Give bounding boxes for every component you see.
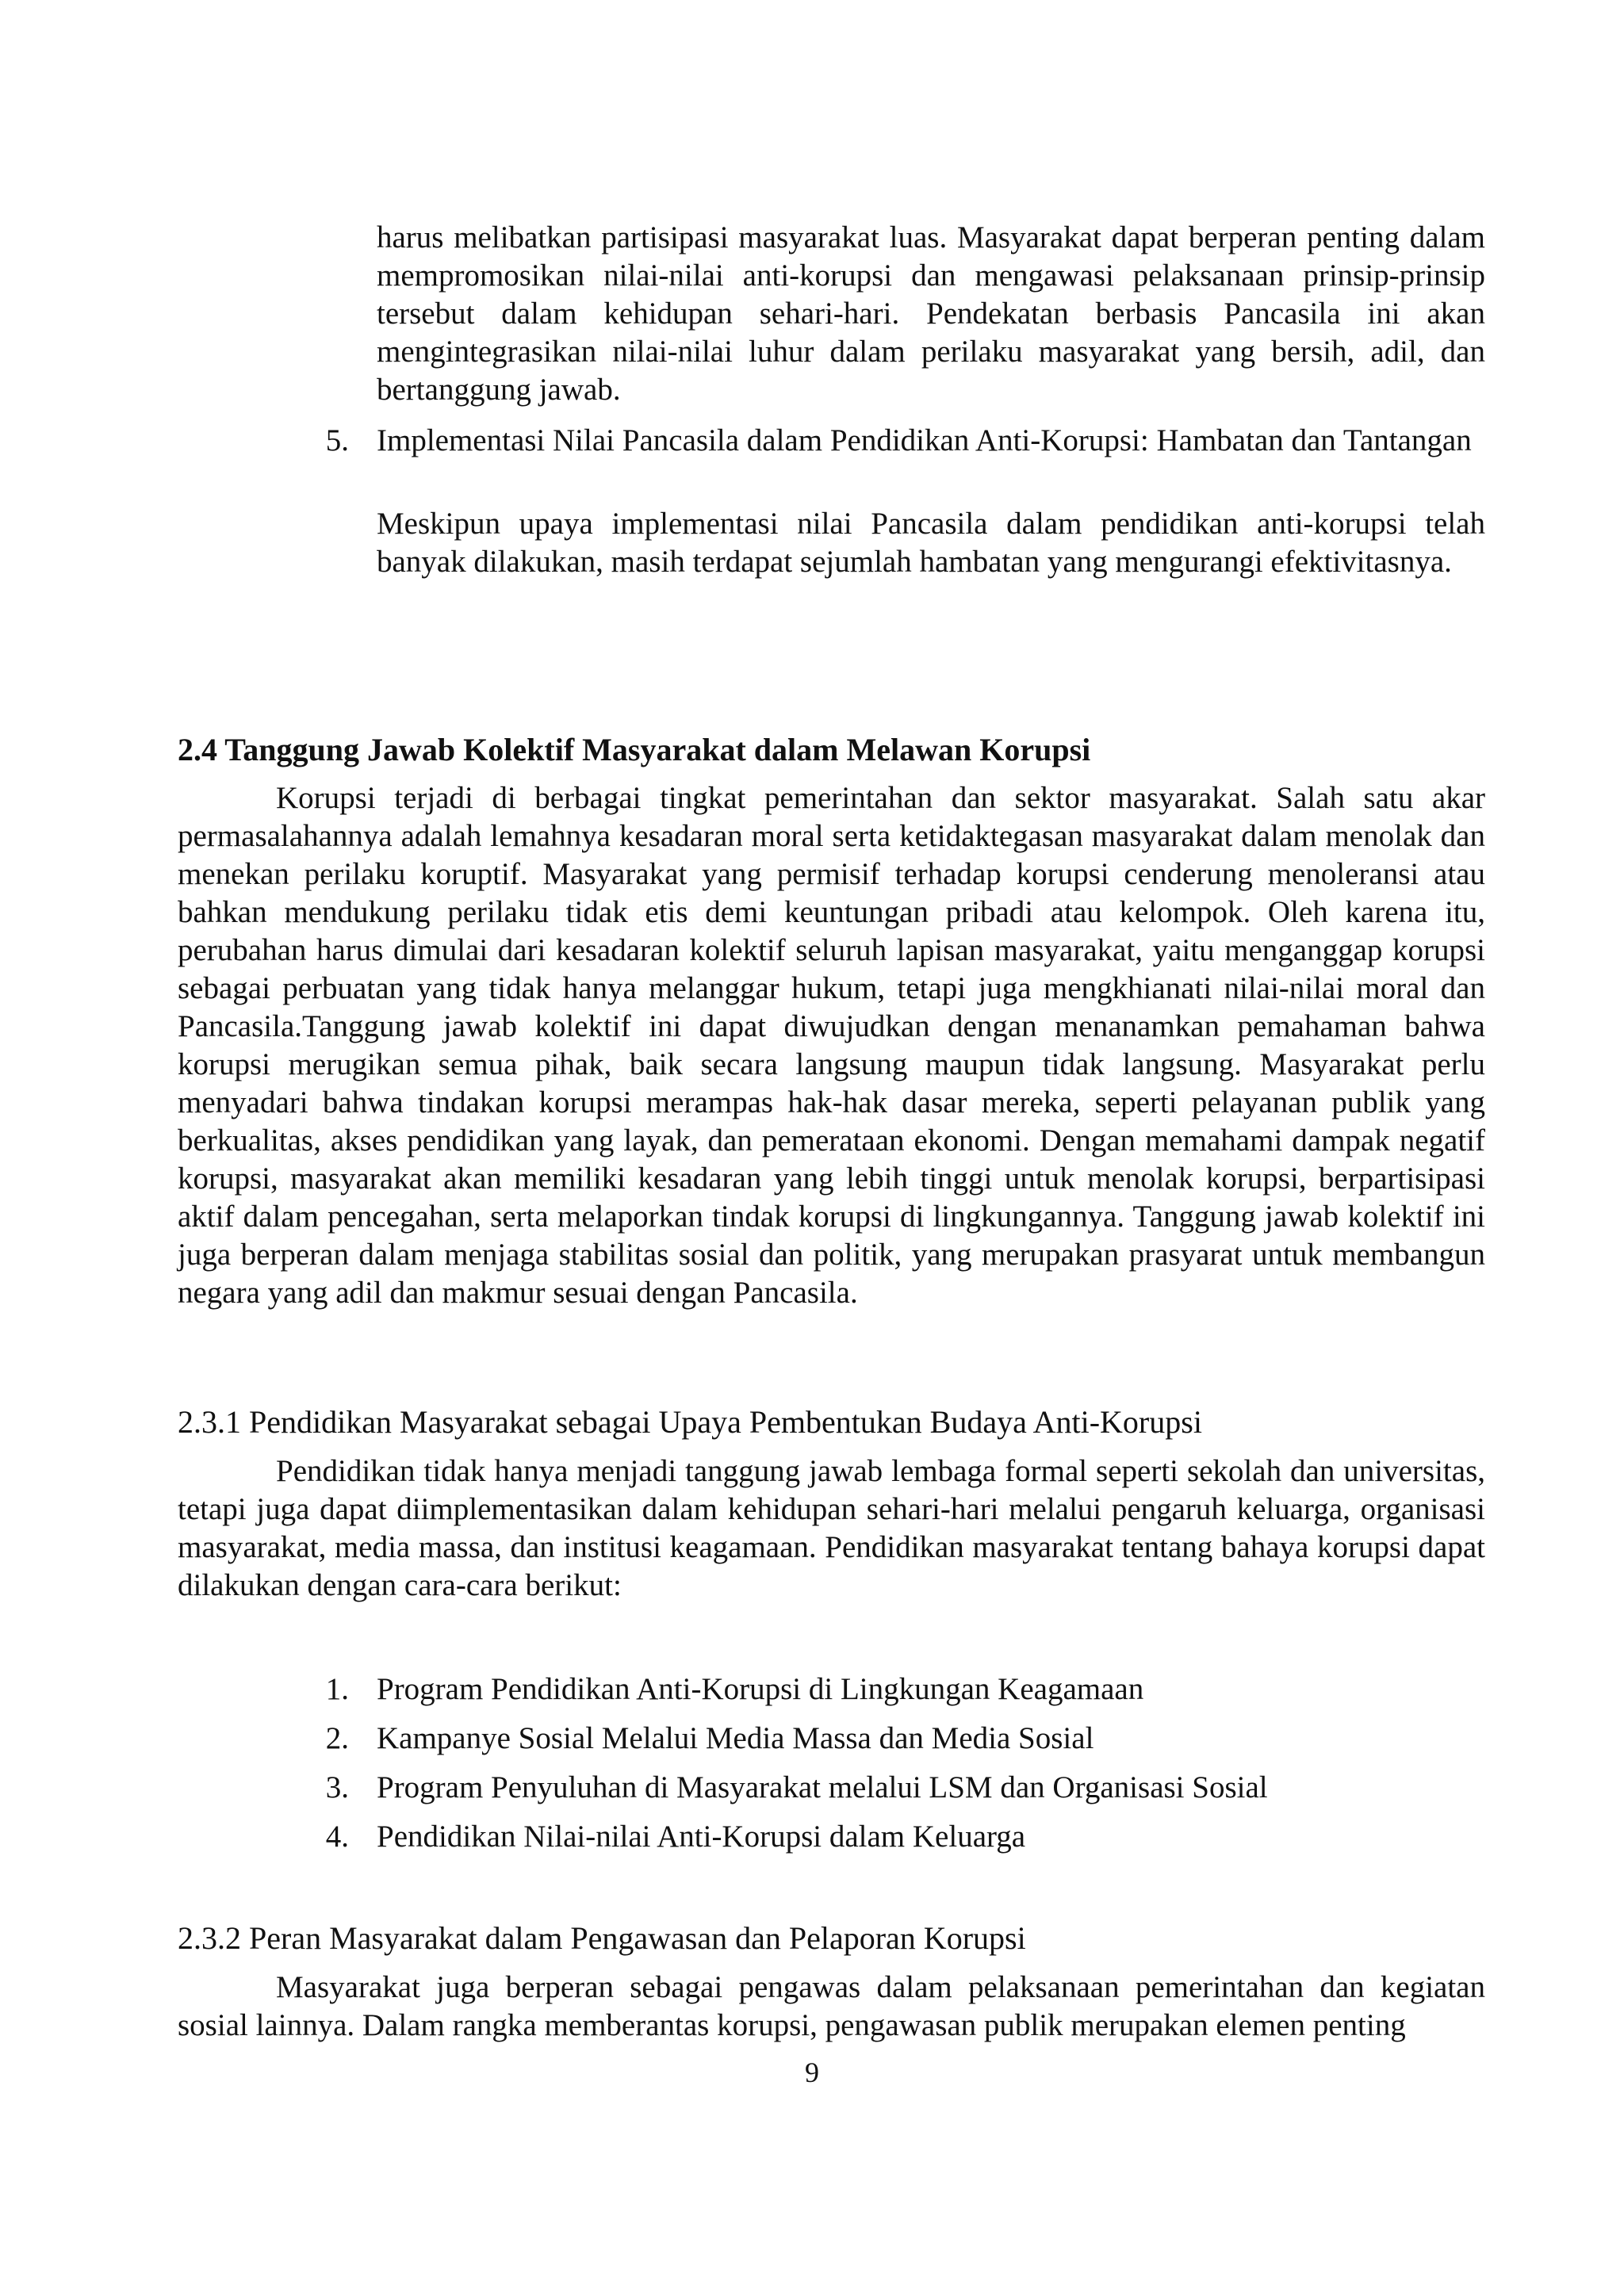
list-text: Program Penyuluhan di Masyarakat melalui LSM dan Organisasi Sosial [377,1770,1268,1804]
section-heading: 2.4 Tanggung Jawab Kolektif Masyarakat dalam Melawan Korupsi [178,732,1091,767]
subsection-heading: 2.3.1 Pendidikan Masyarakat sebagai Upaya Pembentukan Budaya Anti-Korupsi [178,1404,1202,1440]
section-paragraph: Korupsi terjadi di berbagai tingkat pemerintahan dan sektor masyarakat. Salah satu akar permasalahannya adalah lemahnya kesadaran moral serta ketidaktegasan masyarakat dalam menolak dan menekan perilaku koruptif. Masyarakat yang permisif terhadap korupsi cenderung menoleransi atau bahkan mendukung perilaku tidak etis demi keuntungan pribadi atau kelompok. Oleh karena itu, perubahan harus dimulai dari kesadaran kolektif seluruh lapisan masyarakat, yaitu menganggap korupsi sebagai perbuatan yang tidak hanya melanggar hukum, tetapi juga mengkhianati nilai-nilai moral dan Pancasila.Tanggung jawab kolektif ini dapat diwujudkan dengan menanamkan pemahaman bahwa korupsi merugikan semua pihak, baik secara langsung maupun tidak langsung. Masyarakat perlu menyadari bahwa tindakan korupsi merampas hak-hak dasar mereka, seperti pelayanan publik yang berkualitas, akses pendidikan yang layak, dan pemerataan ekonomi. Dengan memahami dampak negatif korupsi, masyarakat akan memiliki kesadaran yang lebih tinggi untuk menolak korupsi, berpartisipasi aktif dalam pencegahan, serta melaporkan tindak korupsi di lingkungannya. Tanggung jawab kolektif ini juga berperan dalam menjaga stabilitas sosial dan politik, yang merupakan prasyarat untuk membangun negara yang adil dan makmur sesuai dengan Pancasila. [178,781,1485,1310]
list-number: 3. [325,1770,349,1804]
subsection-paragraph: Pendidikan tidak hanya menjadi tanggung jawab lembaga formal seperti sekolah dan universitas, tetapi juga dapat diimplementasikan dalam kehidupan sehari-hari melalui pengaruh keluarga, organisasi masyarakat, media massa, dan institusi keagamaan. Pendidikan masyarakat tentang bahaya korupsi dapat dilakukan dengan cara-cara berikut: [178,1454,1485,1602]
subsection-heading: 2.3.2 Peran Masyarakat dalam Pengawasan dan Pelaporan Korupsi [178,1920,1026,1956]
list-text: Pendidikan Nilai-nilai Anti-Korupsi dalam Keluarga [377,1820,1026,1854]
list-number: 2. [325,1721,349,1755]
list-number: 1. [325,1672,349,1706]
list-number: 5. [325,423,349,457]
list-text: Program Pendidikan Anti-Korupsi di Lingkungan Keagamaan [377,1672,1144,1706]
list-number: 4. [325,1820,349,1854]
intro-paragraph: harus melibatkan partisipasi masyarakat luas. Masyarakat dapat berperan penting dalam mempromosikan nilai-nilai anti-korupsi dan mengawasi pelaksanaan prinsip-prinsip tersebut dalam kehidupan sehari-hari. Pendekatan berbasis Pancasila ini akan mengintegrasikan nilai-nilai luhur dalam perilaku masyarakat yang bersih, adil, dan bertanggung jawab. [377,220,1485,407]
item5-body: Meskipun upaya implementasi nilai Pancasila dalam pendidikan anti-korupsi telah banyak dilakukan, masih terdapat sejumlah hambatan yang mengurangi efektivitasnya. [377,507,1485,579]
subsection-paragraph: Masyarakat juga berperan sebagai pengawas dalam pelaksanaan pemerintahan dan kegiatan sosial lainnya. Dalam rangka memberantas korupsi, pengawasan publik merupakan elemen penting [178,1970,1485,2042]
page-number: 9 [805,2057,819,2088]
list-text: Kampanye Sosial Melalui Media Massa dan Media Sosial [377,1721,1094,1755]
item5-title: Implementasi Nilai Pancasila dalam Pendidikan Anti-Korupsi: Hambatan dan Tantangan [377,423,1472,457]
